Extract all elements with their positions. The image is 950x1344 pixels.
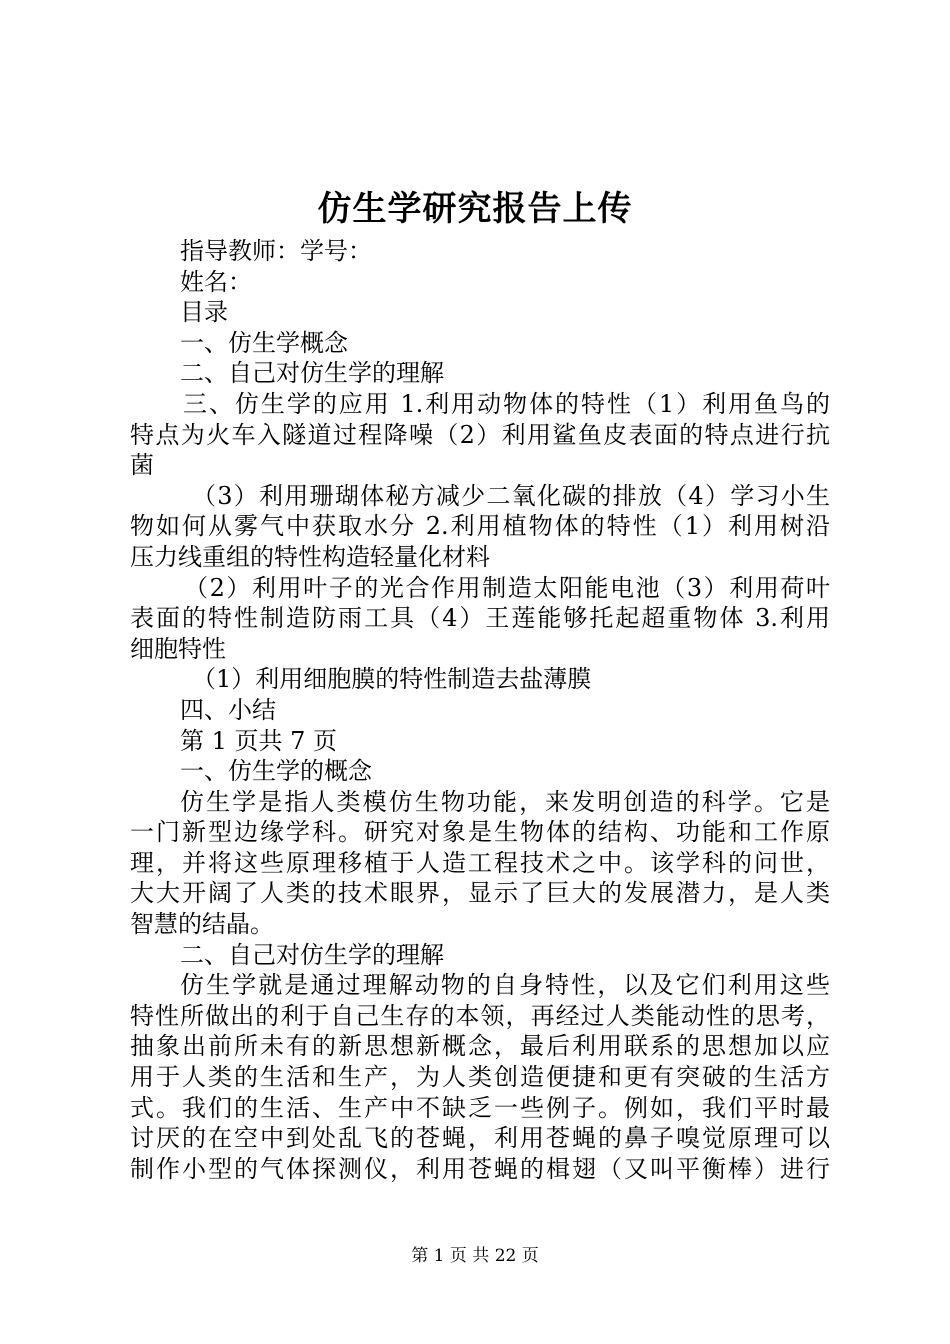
toc-item: 三、仿生学的应用 1.利用动物体的特性（1）利用鱼鸟的 [183,389,830,418]
toc-item-continued: 细胞特性 [130,634,226,663]
toc-item: 一、仿生学概念 [180,328,348,357]
page-footer: 第 1 页 共 22 页 [411,1246,539,1266]
paragraph-line: 讨厌的在空中到处乱飞的苍蝇，利用苍蝇的鼻子嗅觉原理可以 [130,1124,830,1153]
paragraph-line: 大大开阔了人类的技术眼界，显示了巨大的发展潜力，是人类 [130,879,830,908]
toc-item-continued: 菌 [130,451,154,480]
paragraph-line: 仿生学就是通过理解动物的自身特性，以及它们利用这些 [180,971,830,1000]
toc-item: 四、小结 [180,695,276,724]
paragraph-line: 一门新型边缘学科。研究对象是生物体的结构、功能和工作原 [130,818,830,847]
toc-item-continued: 压力线重组的特性构造轻量化材料 [130,542,490,571]
section-heading: 二、自己对仿生学的理解 [180,940,444,969]
paragraph-line: 智慧的结晶。 [130,910,274,939]
advisor-line: 指导教师：学号： [180,237,372,265]
inline-page-marker: 第 1 页共 7 页 [180,726,338,755]
paragraph-line: 用于人类的生活和生产，为人类创造便捷和更有突破的生活方 [130,1063,830,1092]
name-line: 姓名： [180,267,252,296]
paragraph-line: 理，并将这些原理移植于人造工程技术之中。该学科的问世， [130,848,830,877]
paragraph-line: 仿生学是指人类模仿生物功能，来发明创造的科学。它是 [180,787,830,816]
toc-item: （3）利用珊瑚体秘方减少二氧化碳的排放（4）学习小生 [192,481,830,510]
paragraph-line: 式。我们的生活、生产中不缺乏一些例子。例如，我们平时最 [130,1093,830,1122]
paragraph-line: 抽象出前所未有的新思想新概念，最后利用联系的思想加以应 [130,1032,830,1061]
toc-item: （2）利用叶子的光合作用制造太阳能电池（3）利用荷叶 [184,573,830,602]
toc-item-continued: 物如何从雾气中获取水分 2.利用植物体的特性（1）利用树沿 [130,512,830,541]
toc-item-continued: 表面的特性制造防雨工具（4）王莲能够托起超重物体 3.利用 [130,604,830,633]
document-body [130,236,830,1184]
toc-item: 二、自己对仿生学的理解 [180,359,444,388]
document-title: 仿生学研究报告上传 [317,189,633,229]
section-heading: 一、仿生学的概念 [180,757,372,786]
toc-item-continued: 特点为火车入隧道过程降噪（2）利用鲨鱼皮表面的特点进行抗 [130,420,830,449]
paragraph-line: 特性所做出的利于自己生存的本领，再经过人类能动性的思考， [130,1001,830,1030]
toc-heading: 目录 [180,298,228,327]
paragraph-line: 制作小型的气体探测仪，利用苍蝇的楫翅（又叫平衡棒）进行 [130,1154,830,1183]
toc-item: （1）利用细胞膜的特性制造去盐薄膜 [192,665,592,694]
